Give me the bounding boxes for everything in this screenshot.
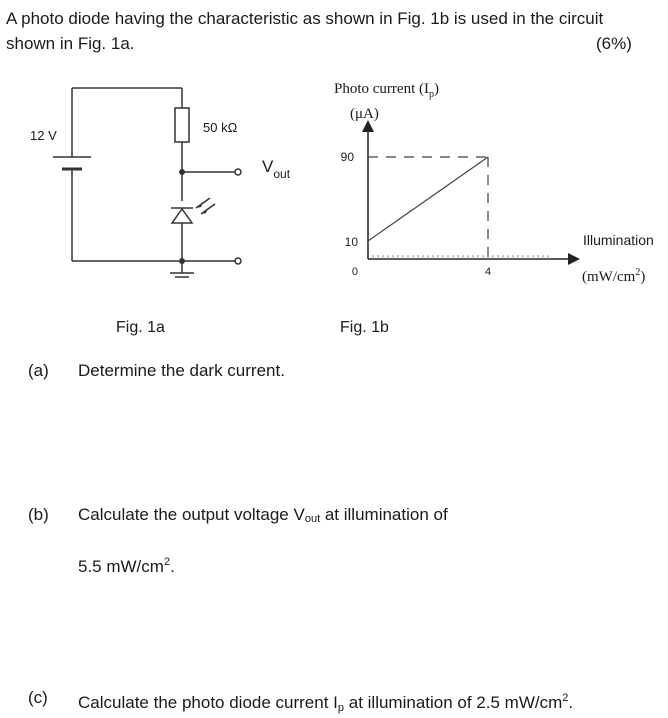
- part-c-label: (c): [28, 688, 48, 707]
- question-marks: (6%): [596, 34, 632, 53]
- chart-ylabel-sub: p: [428, 89, 434, 100]
- part-c-text-end: .: [568, 693, 574, 712]
- vout-v: V: [262, 157, 274, 176]
- question-intro-line1: A photo diode having the characteristic as shown in Fig. 1b is used in the circuit: [6, 9, 604, 28]
- part-b-label: (b): [28, 505, 49, 524]
- part-b-line2-text: 5.5 mW/cm: [78, 557, 164, 576]
- part-c-text-pre: Calculate the photo diode current I: [78, 693, 338, 712]
- chart-ylabel-close: ): [433, 81, 439, 97]
- chart-y-tick-90: 90: [340, 150, 354, 164]
- part-b-text-pre: Calculate the output voltage V: [78, 505, 305, 524]
- part-c-text-sup: 2: [562, 692, 569, 704]
- fig1a-caption: Fig. 1a: [116, 319, 165, 336]
- chart-xlabel-unit: [582, 263, 645, 287]
- part-c-text-sub: p: [337, 702, 345, 714]
- chart-ylabel-text: Photo current (I: [334, 81, 429, 97]
- chart-ylabel-unit: (μA): [350, 106, 379, 122]
- vout-subscript: out: [273, 167, 291, 181]
- part-a-text: Determine the dark current.: [78, 361, 285, 380]
- part-c-text-mid: at illumination of 2.5 mW/cm: [344, 693, 563, 712]
- part-b-line2-end: .: [170, 557, 175, 576]
- resistor-value-label: 50 kΩ: [203, 120, 238, 135]
- chart-origin-label: 0: [351, 266, 358, 278]
- part-b-text-post: at illumination of: [320, 505, 448, 524]
- part-b-line2: [78, 552, 175, 577]
- part-b-text-sub: out: [304, 513, 321, 525]
- part-a-label: (a): [28, 361, 49, 380]
- chart-x-tick-4: 4: [484, 266, 492, 278]
- chart-y-tick-10: 10: [344, 235, 358, 249]
- supply-voltage-label: 12 V: [30, 128, 57, 143]
- question-intro-line2: shown in Fig. 1a.: [6, 34, 135, 53]
- chart-xlabel-unit-close: ): [640, 269, 646, 285]
- part-b-line2-sup: 2: [163, 556, 171, 568]
- chart-xlabel-unit-text: (mW/cm: [582, 269, 636, 285]
- chart-xlabel-unit-sup: 2: [635, 267, 641, 278]
- part-b-text: [78, 505, 448, 529]
- fig1b-caption: Fig. 1b: [340, 319, 389, 336]
- chart-series-line: [368, 157, 488, 241]
- part-c-text: [78, 688, 573, 718]
- chart-xlabel: Illumination: [583, 232, 654, 248]
